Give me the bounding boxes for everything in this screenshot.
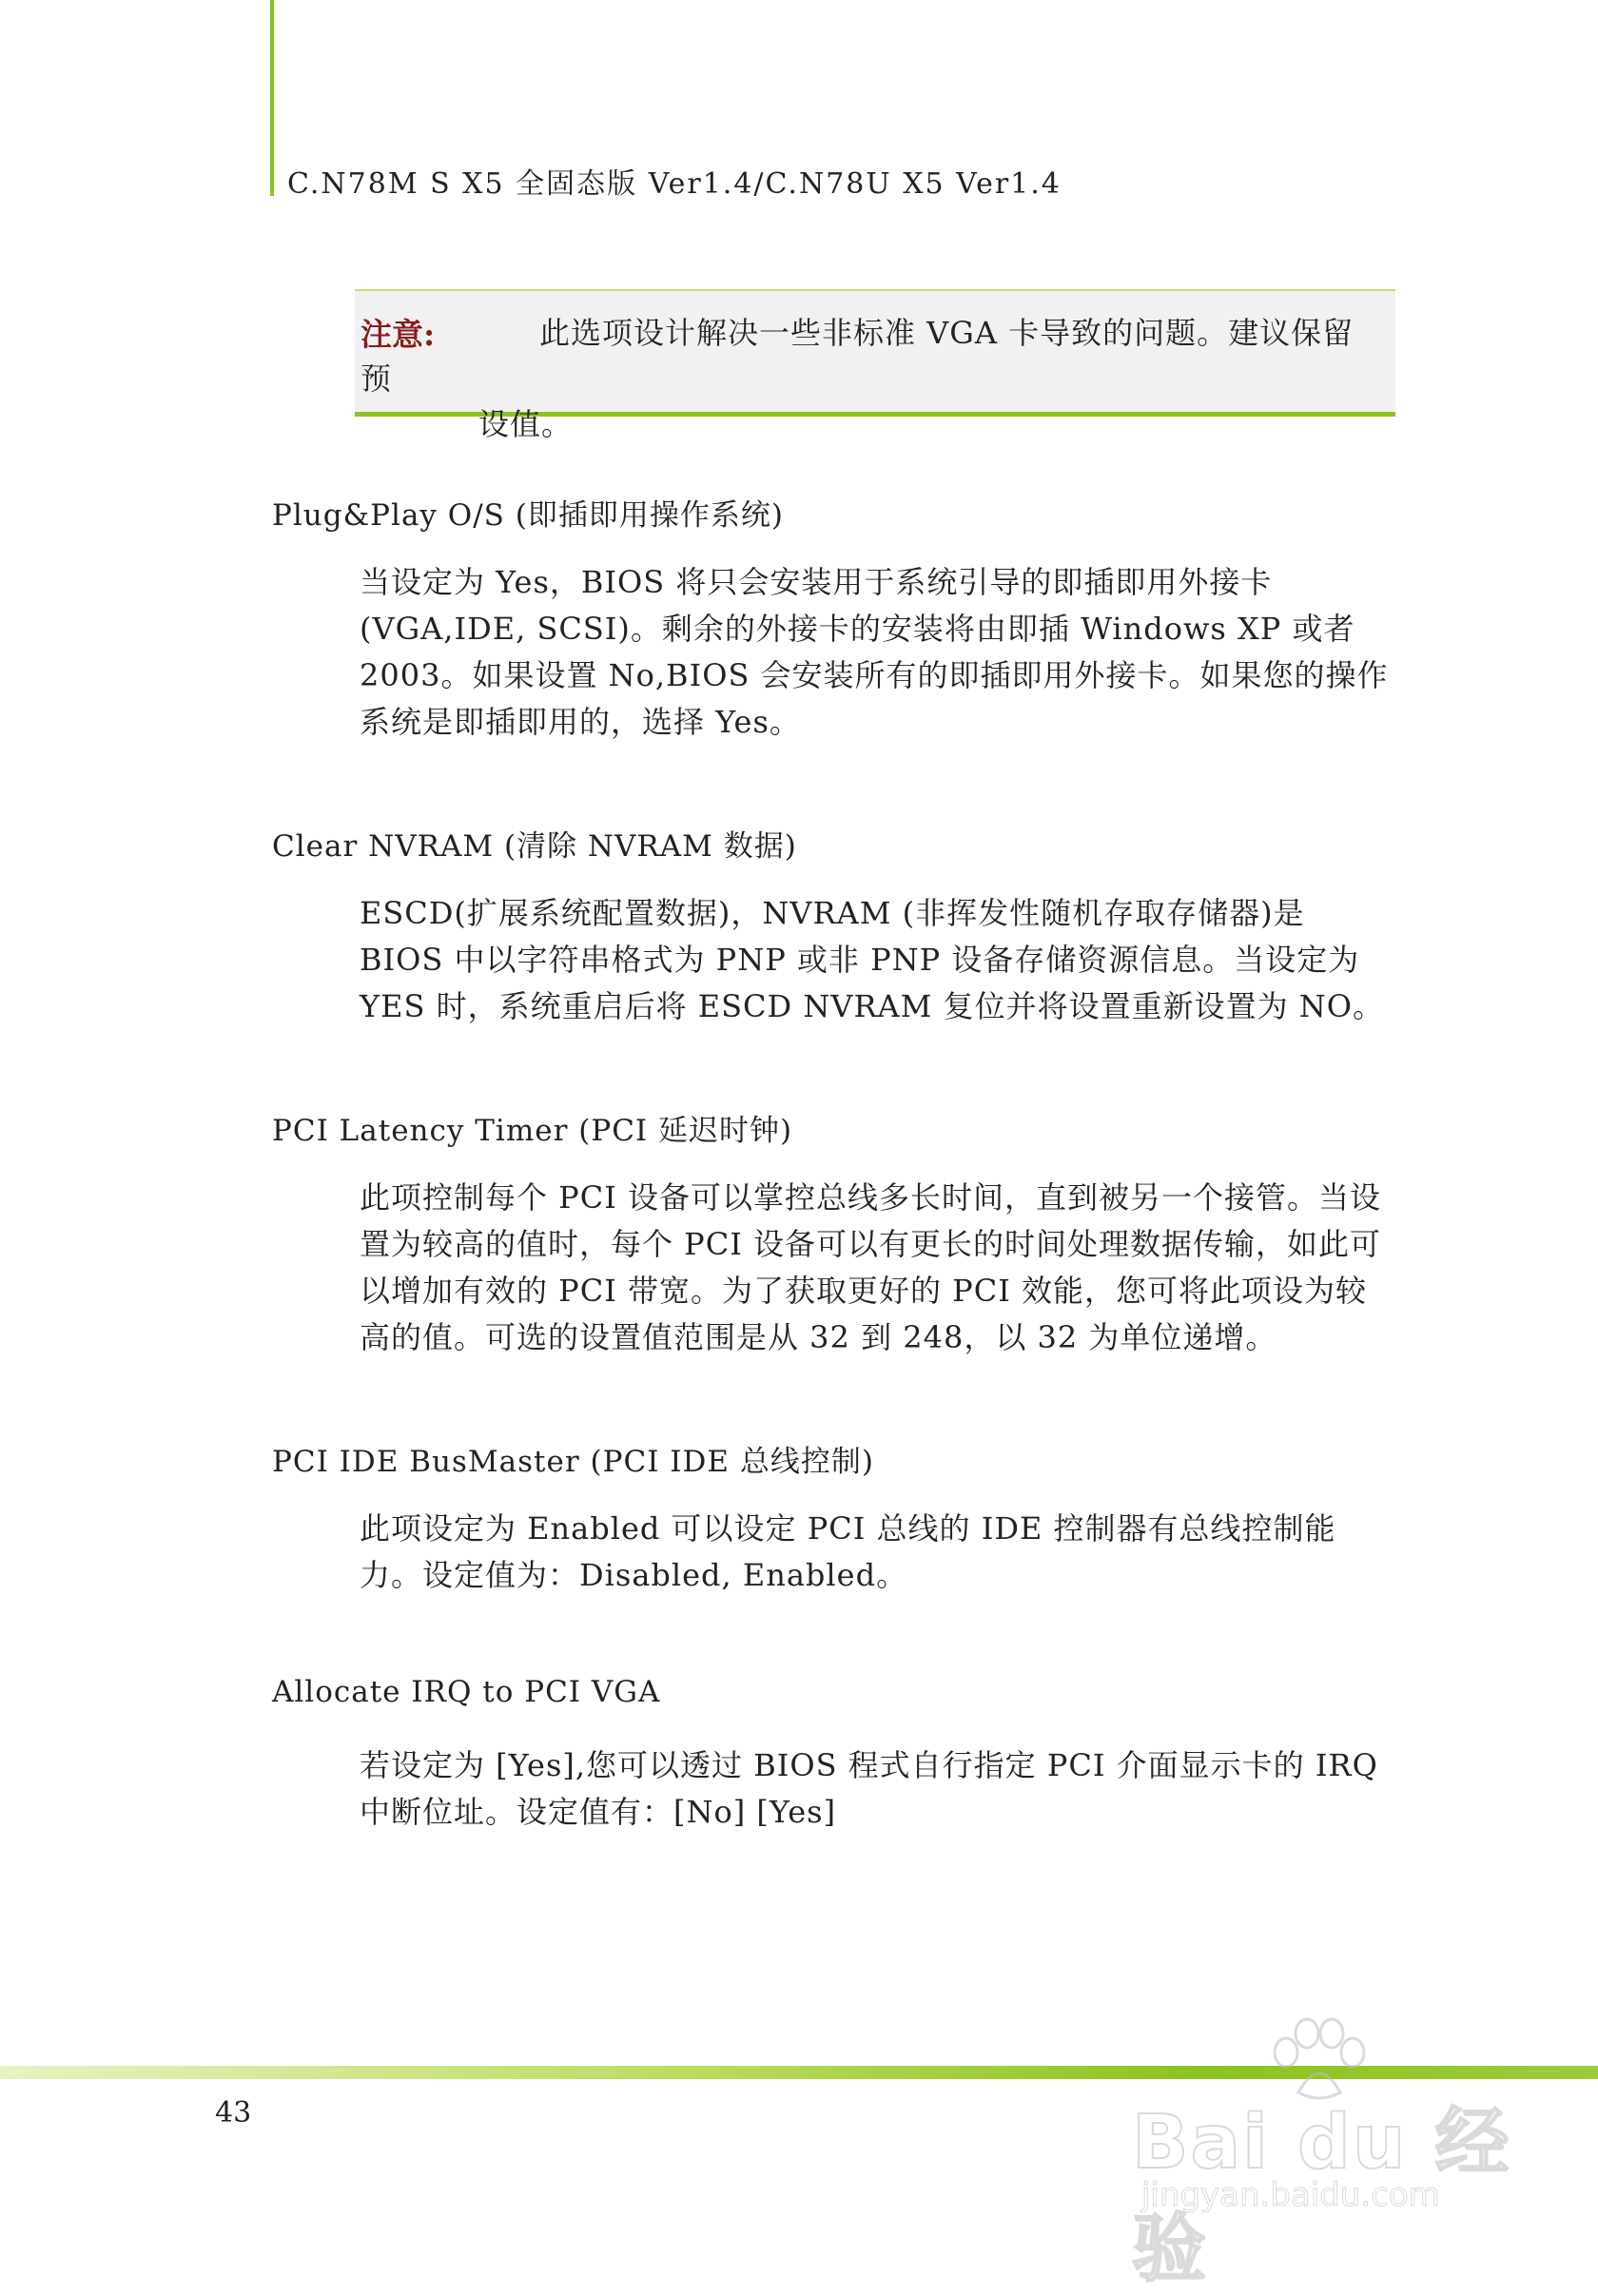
page-number: 43 <box>215 2096 252 2130</box>
section-title-pci-ide-busmaster: PCI IDE BusMaster (PCI IDE 总线控制) <box>272 1445 874 1479</box>
section-title-allocate-irq: Allocate IRQ to PCI VGA <box>272 1675 661 1709</box>
page-header-title: C.N78M S X5 全固态版 Ver1.4/C.N78U X5 Ver1.4 <box>287 167 1062 201</box>
baidu-watermark <box>1122 2016 1541 2292</box>
section-title-pci-latency: PCI Latency Timer (PCI 延迟时钟) <box>272 1114 793 1148</box>
section-body-pci-ide-busmaster: 此项设定为 Enabled 可以设定 PCI 总线的 IDE 控制器有总线控制能力。设定值为：Disabled, Enabled。 <box>360 1510 1336 1593</box>
note-text-line2: 设值。 <box>478 406 574 442</box>
section-body-pci-latency: 此项控制每个 PCI 设备可以掌控总线多长时间，直到被另一个接管。当设置为较高的值时，每个 PCI 设备可以有更长的时间处理数据传输，如此可以增加有效的 PCI 带宽。为了获取更好的 PCI 效能，您可将此项设为较高的值。可选的设置值范围是从 32 到 248，以 32 为单位递增。 <box>360 1179 1382 1355</box>
header-accent-bar <box>270 0 274 196</box>
note-text <box>361 310 1369 447</box>
section-body-clear-nvram: ESCD(扩展系统配置数据)，NVRAM (非挥发性随机存取存储器)是 BIOS 中以字符串格式为 PNP 或非 PNP 设备存储资源信息。当设定为 YES 时，系统重启后将 ESCD NVRAM 复位并将设置重新设置为 NO。 <box>360 895 1385 1024</box>
section-title-clear-nvram: Clear NVRAM (清除 NVRAM 数据) <box>272 829 797 864</box>
watermark-url: jingyan.baidu.com <box>1141 2176 1440 2214</box>
watermark-logo-text: Bai du 经验 <box>1132 2100 1511 2292</box>
note-box <box>355 289 1395 442</box>
section-title-plug-play: Plug&Play O/S (即插即用操作系统) <box>272 498 784 533</box>
note-label: 注意: <box>361 316 436 353</box>
section-body-allocate-irq: 若设定为 [Yes],您可以透过 BIOS 程式自行指定 PCI 介面显示卡的 IRQ 中断位址。设定值有：[No] [Yes] <box>360 1747 1378 1830</box>
section-body-plug-play: 当设定为 Yes，BIOS 将只会安装用于系统引导的即插即用外接卡(VGA,IDE, SCSI)。剩余的外接卡的安装将由即插 Windows XP 或者 2003。如果设置 No,BIOS 会安装所有的即插即用外接卡。如果您的操作系统是即插即用的，选择 Yes。 <box>360 564 1389 740</box>
note-text-line1: 此选项设计解决一些非标准 VGA 卡导致的问题。建议保留预 <box>361 315 1354 397</box>
